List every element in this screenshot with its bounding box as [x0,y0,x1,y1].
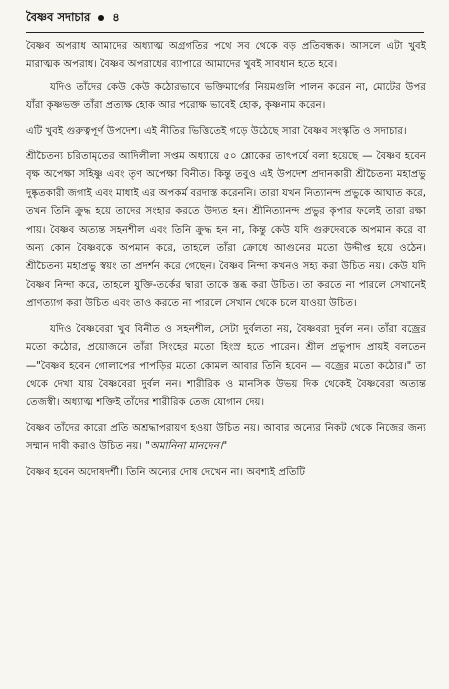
running-header [26,6,424,30]
header-divider [26,32,424,33]
paragraph-3: এটি খুবই গুরুত্বপূর্ণ উপদেশ। এই নীতির ভিত্তিতেই গড়ে উঠেছে সারা বৈষ্ণব সংস্কৃতি ও সদাচার। [26,125,407,137]
bullet-separator-icon [98,15,104,21]
paragraph-7: বৈষ্ণব হবেন অদোষদর্শী। তিনি অন্যের দোষ দেখেন না। অবশ্যই প্রতিটি [26,466,306,478]
paragraph-4: শ্রীচৈতন্য চরিতামৃতের আদিলীলা সপ্তম অধ্যায়ে ৫০ শ্লোকের তাৎপর্যে বলা হয়েছে — বৈষ্ণব হবেন বৃক্ষ অপেক্ষা সহিষ্ণু এবং তৃণ অপেক্ষা বিনীত। কিন্তু তবুও এই উপদেশ প্রদানকারী শ্রীচৈতন্য মহাপ্রভু দুষ্কৃতকারী জগাই এবং মাধাই এর অপকর্ম বরদাস্ত করেননি। তারা যখন নিত্যানন্দ প্রভুকে আঘাত করে, তখন তিনি ক্রুদ্ধ হয়ে তাদের সংহার করতে উদ্যত হন। শ্রীনিত্যানন্দ প্রভুর কৃপার ফলেই তারা রক্ষা পায়। বৈষ্ণব অত্যন্ত সহনশীল এবং তিনি ক্রুদ্ধ হন না, কিন্তু কেউ যদি গুরুদেবকে অপমান করে বা অন্য কোন বৈষ্ণবকে অপমান করে, তাহলে তাঁরা ক্রোধে আগুনের মতো উদ্দীপ্ত হয়ে ওঠেন। শ্রীচৈতন্য মহাপ্রভু স্বয়ং তা প্রদর্শন করে গেছেন। বৈষ্ণব নিন্দা কখনও সহ্য করা উচিত নয়। কেউ যদি বৈষ্ণব নিন্দা করে, তাহলে যুক্তি-তর্কের দ্বারা তাকে স্তব্ধ করা উচিত। তা করতে না পারলে সেখানেই প্রাণত্যাগ করা উচিত এবং তাও করতে না পারলে সেখান থেকে চলে যাওয়া উচিত। [26,151,426,310]
page-body [26,38,426,683]
paragraph-1: বৈষ্ণব অপরাধ আমাদের অধ্যাত্ম অগ্রগতির পথে সব থেকে বড় প্রতিবন্ধক। আসলে এটা খুবই মারাত্মক অপরাধ। বৈষ্ণব অপরাধের ব্যাপারে আমাদের খুবই সাবধান হতে হবে। [26,41,426,71]
book-title: বৈষ্ণব সদাচার [26,9,91,24]
paragraph-5: যদিও বৈষ্ণবেরা খুব বিনীত ও সহনশীল, সেটা দুর্বলতা নয়, বৈষ্ণবরা দুর্বল নন। তাঁরা বজ্রের মতো কঠোর, প্রয়োজনে তাঁরা সিংহের মতো হিংস্র হতে পারেন। শ্রীল প্রভুপাদ প্রায়ই বলতেন —"বৈষ্ণব হবেন গোলাপের পাপড়ির মতো কোমল আবার তিনি হবেন — বজ্রের মতো কঠোর।" তা থেকে দেখা যায় বৈষ্ণবেরা দুর্বল নন। শারীরিক ও মানসিক উভয় দিক থেকেই বৈষ্ণবেরা অত্যন্ত তেজস্বী। অধ্যাত্ম শক্তিই তাঁদের শারীরিক তেজ যোগান দেয়। [26,323,426,409]
paragraph-6-text: বৈষ্ণব তাঁদের কারো প্রতি অশ্রদ্ধাপরায়ণ হওয়া উচিত নয়। আবার অন্যের নিকট থেকে নিজের জন্য সম্মান দাবী করাও উচিত নয়। [26,422,426,453]
quoted-verse: "অমানিনা মানদেন।" [145,441,228,453]
paragraph-6 [26,420,426,457]
paragraph-2: যদিও তাঁদের কেউ কেউ কঠোরভাবে ভক্তিমার্গের নিয়মগুলি পালন করেন না, মোটের উপর যাঁরা কৃষ্ণভক্ত তাঁরা প্রত্যক্ষ হোক আর পরোক্ষ ভাবেই হোক, কৃষ্ণনাম করেন। [26,81,426,112]
page-number: ৪ [112,9,120,24]
